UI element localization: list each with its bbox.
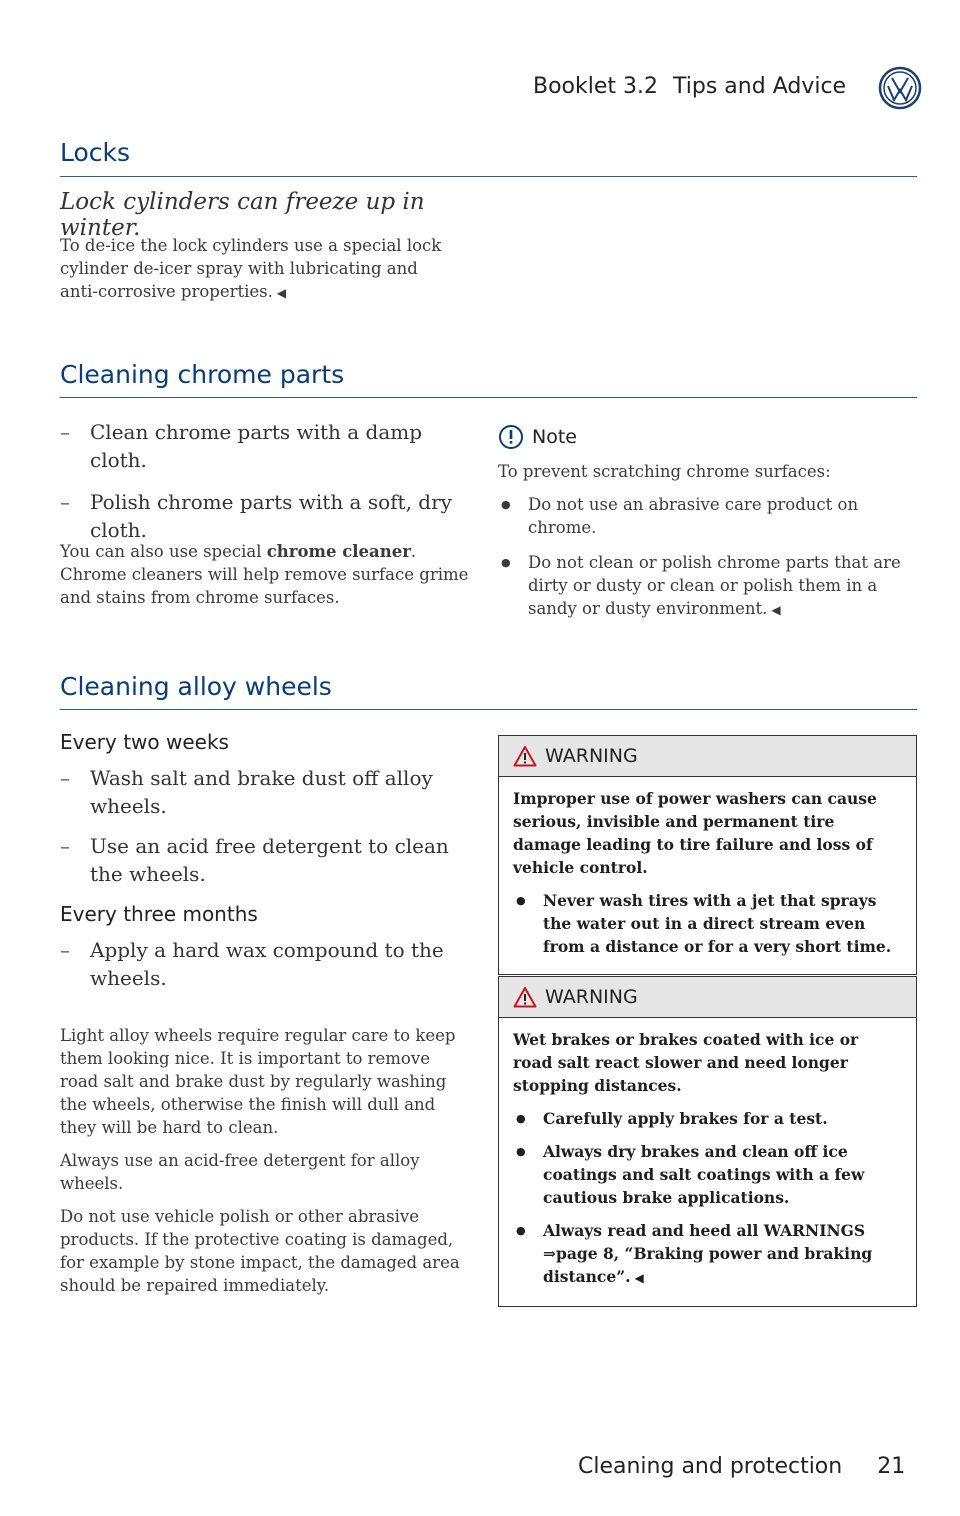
warning-body [499, 777, 916, 974]
alloy-step: – Wash salt and brake dust off alloy wheels. [60, 764, 470, 820]
end-marker-icon: ◀ [771, 603, 781, 617]
note-box [498, 424, 916, 634]
warning-item: ● Always dry brakes and clean off ice coatings and salt coatings with a few cautious brake applications. [513, 1140, 902, 1209]
alloy-paragraph: Light alloy wheels require regular care to keep them looking nice. It is important to remove road salt and brake dust by regularly washing the wheels, otherwise the finish will dull and they will be hard to clean. [60, 1026, 456, 1137]
warning-text: Improper use of power washers can cause serious, invisible and permanent tire damage leading to tire failure and loss of vehicle control. [513, 789, 877, 877]
chrome-body [60, 540, 470, 609]
warning-title: WARNING [545, 986, 638, 1008]
chrome-step: – Polish chrome parts with a soft, dry cloth. [60, 488, 470, 544]
warning-title: WARNING [545, 745, 638, 767]
booklet-number: Booklet 3.2 [533, 74, 659, 99]
warning-list [513, 1107, 902, 1290]
chrome-body-prefix: You can also use special [60, 542, 262, 561]
booklet-section: Tips and Advice [673, 74, 847, 99]
chrome-cleaner-term: chrome cleaner [266, 542, 411, 561]
alloy-step: – Use an acid free detergent to clean the wheels. [60, 832, 470, 888]
note-intro: To prevent scratching chrome surfaces: [498, 462, 831, 481]
alloy-steps [60, 730, 470, 992]
warning-triangle-icon [513, 986, 537, 1008]
warning-header [499, 736, 916, 777]
locks-body [60, 234, 460, 305]
note-item-text: Do not clean or polish chrome parts that are dirty or dusty or clean or polish them in a sandy or dusty environment. [528, 553, 901, 618]
warning-text: Wet brakes or brakes coated with ice or road salt react slower and need longer stopping distances. [513, 1030, 859, 1095]
page-footer [578, 1454, 905, 1479]
warning-body [499, 1018, 916, 1306]
warning-triangle-icon [513, 745, 537, 767]
footer-chapter: Cleaning and protection [578, 1454, 843, 1479]
locks-rule [60, 176, 917, 177]
end-marker-icon: ◀ [634, 1271, 644, 1285]
alloy-step: – Apply a hard wax compound to the wheels. [60, 936, 470, 992]
chrome-step: – Clean chrome parts with a damp cloth. [60, 418, 470, 474]
locks-title: Locks [60, 138, 131, 167]
alloy-paragraph: Always use an acid-free detergent for alloy wheels. [60, 1151, 420, 1193]
alloy-rule [60, 709, 917, 710]
vw-logo-icon [878, 66, 922, 110]
note-item [498, 551, 916, 622]
note-item: ● Do not use an abrasive care product on chrome. [498, 493, 916, 539]
end-marker-icon: ◀ [276, 286, 287, 300]
warning-list [513, 889, 902, 958]
locks-lead: Lock cylinders can freeze up in winter. [60, 189, 425, 241]
alloy-title: Cleaning alloy wheels [60, 672, 332, 701]
alloy-paragraphs [60, 1024, 460, 1297]
info-circle-icon [498, 424, 524, 450]
chrome-steps [60, 418, 470, 544]
warning-item: ● Carefully apply brakes for a test. [513, 1107, 902, 1130]
note-header [498, 424, 916, 450]
warning-box-2 [498, 976, 917, 1307]
warning-item-text: Always read and heed all WARNINGS ⇒page 8, “Braking power and braking distance”. [543, 1221, 873, 1286]
note-list [498, 493, 916, 622]
warning-header [499, 977, 916, 1018]
chrome-rule [60, 397, 917, 398]
alloy-paragraph: Do not use vehicle polish or other abrasive products. If the protective coating is damaged, for example by stone impact, the damaged area should be repaired immediately. [60, 1207, 460, 1295]
every-three-months-heading: Every three months [60, 902, 258, 926]
every-two-weeks-heading: Every two weeks [60, 730, 229, 754]
warning-item [513, 1219, 902, 1290]
chrome-title: Cleaning chrome parts [60, 360, 345, 389]
chrome-body-suffix: . Chrome cleaners will help remove surface grime and stains from chrome surfaces. [60, 542, 469, 607]
warning-box-1 [498, 735, 917, 975]
page-number: 21 [877, 1454, 906, 1479]
locks-body-text: To de-ice the lock cylinders use a special lock cylinder de-icer spray with lubricating and anti-corrosive properties. [60, 236, 442, 301]
warning-item: ● Never wash tires with a jet that sprays the water out in a direct stream even from a distance or for a very short time. [513, 889, 902, 958]
note-title: Note [532, 426, 577, 448]
booklet-header [533, 74, 846, 99]
